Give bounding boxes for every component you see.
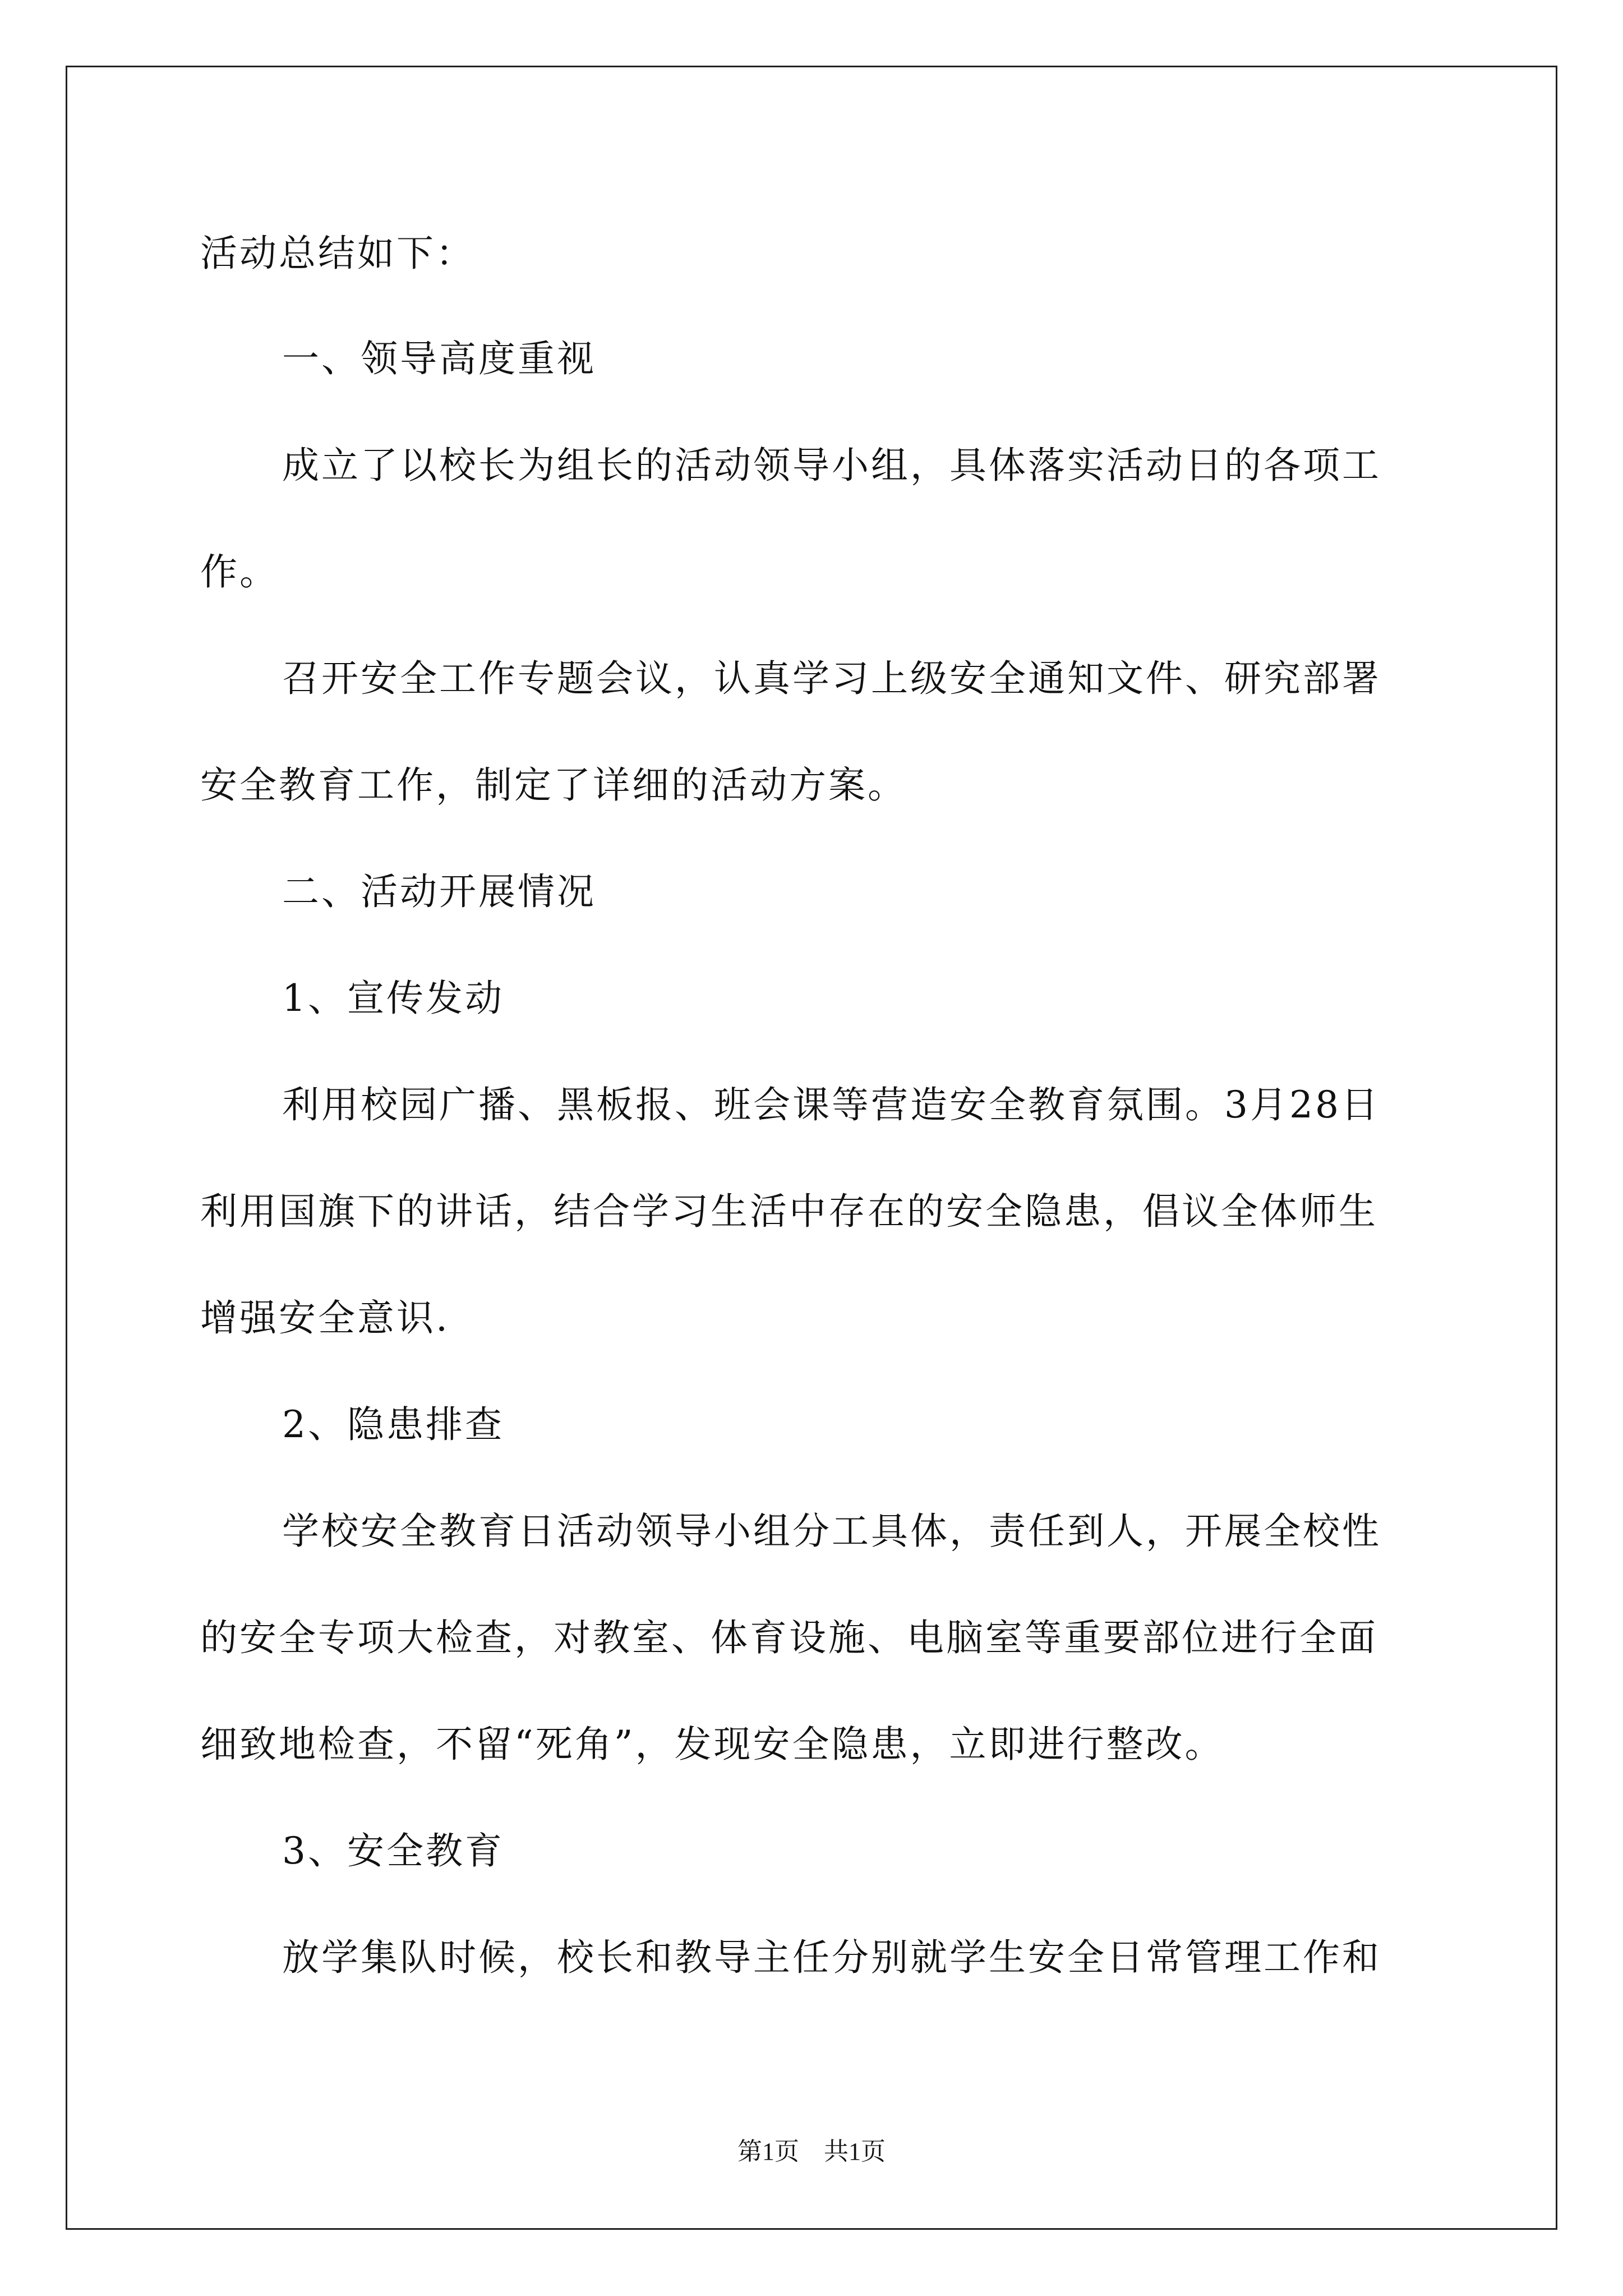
- text-line: 召开安全工作专题会议，认真学习上级安全通知文件、研究部署: [282, 657, 1381, 700]
- text-line: 放学集队时候，校长和教导主任分别就学生安全日常管理工作和: [282, 1936, 1381, 1979]
- section-heading: 二、活动开展情况: [282, 870, 596, 913]
- subsection-heading: 2、隐患排查: [282, 1403, 504, 1446]
- text-line: 活动总结如下：: [200, 232, 475, 275]
- page-border: [66, 66, 1557, 2230]
- text-line: 利用国旗下的讲话，结合学习生活中存在的安全隐患，倡议全体师生: [200, 1190, 1378, 1233]
- text-line: 学校安全教育日活动领导小组分工具体，责任到人，开展全校性: [282, 1510, 1381, 1553]
- page-number: 第1页 共1页: [737, 2138, 886, 2165]
- text-line: 增强安全意识.: [200, 1296, 450, 1340]
- section-heading: 一、领导高度重视: [282, 337, 596, 380]
- text-line: 利用校园广播、黑板报、班会课等营造安全教育氛围。3月28日: [282, 1083, 1380, 1126]
- text-line: 细致地检查，不留“死角”，发现安全隐患，立即进行整改。: [200, 1723, 1224, 1766]
- subsection-heading: 1、宣传发动: [282, 977, 504, 1020]
- text-line: 成立了以校长为组长的活动领导小组，具体落实活动日的各项工: [282, 444, 1381, 487]
- text-line: 安全教育工作，制定了详细的活动方案。: [200, 763, 907, 807]
- subsection-heading: 3、安全教育: [282, 1829, 504, 1872]
- text-line: 的安全专项大检查，对教室、体育设施、电脑室等重要部位进行全面: [200, 1616, 1378, 1659]
- text-line: 作。: [200, 550, 279, 593]
